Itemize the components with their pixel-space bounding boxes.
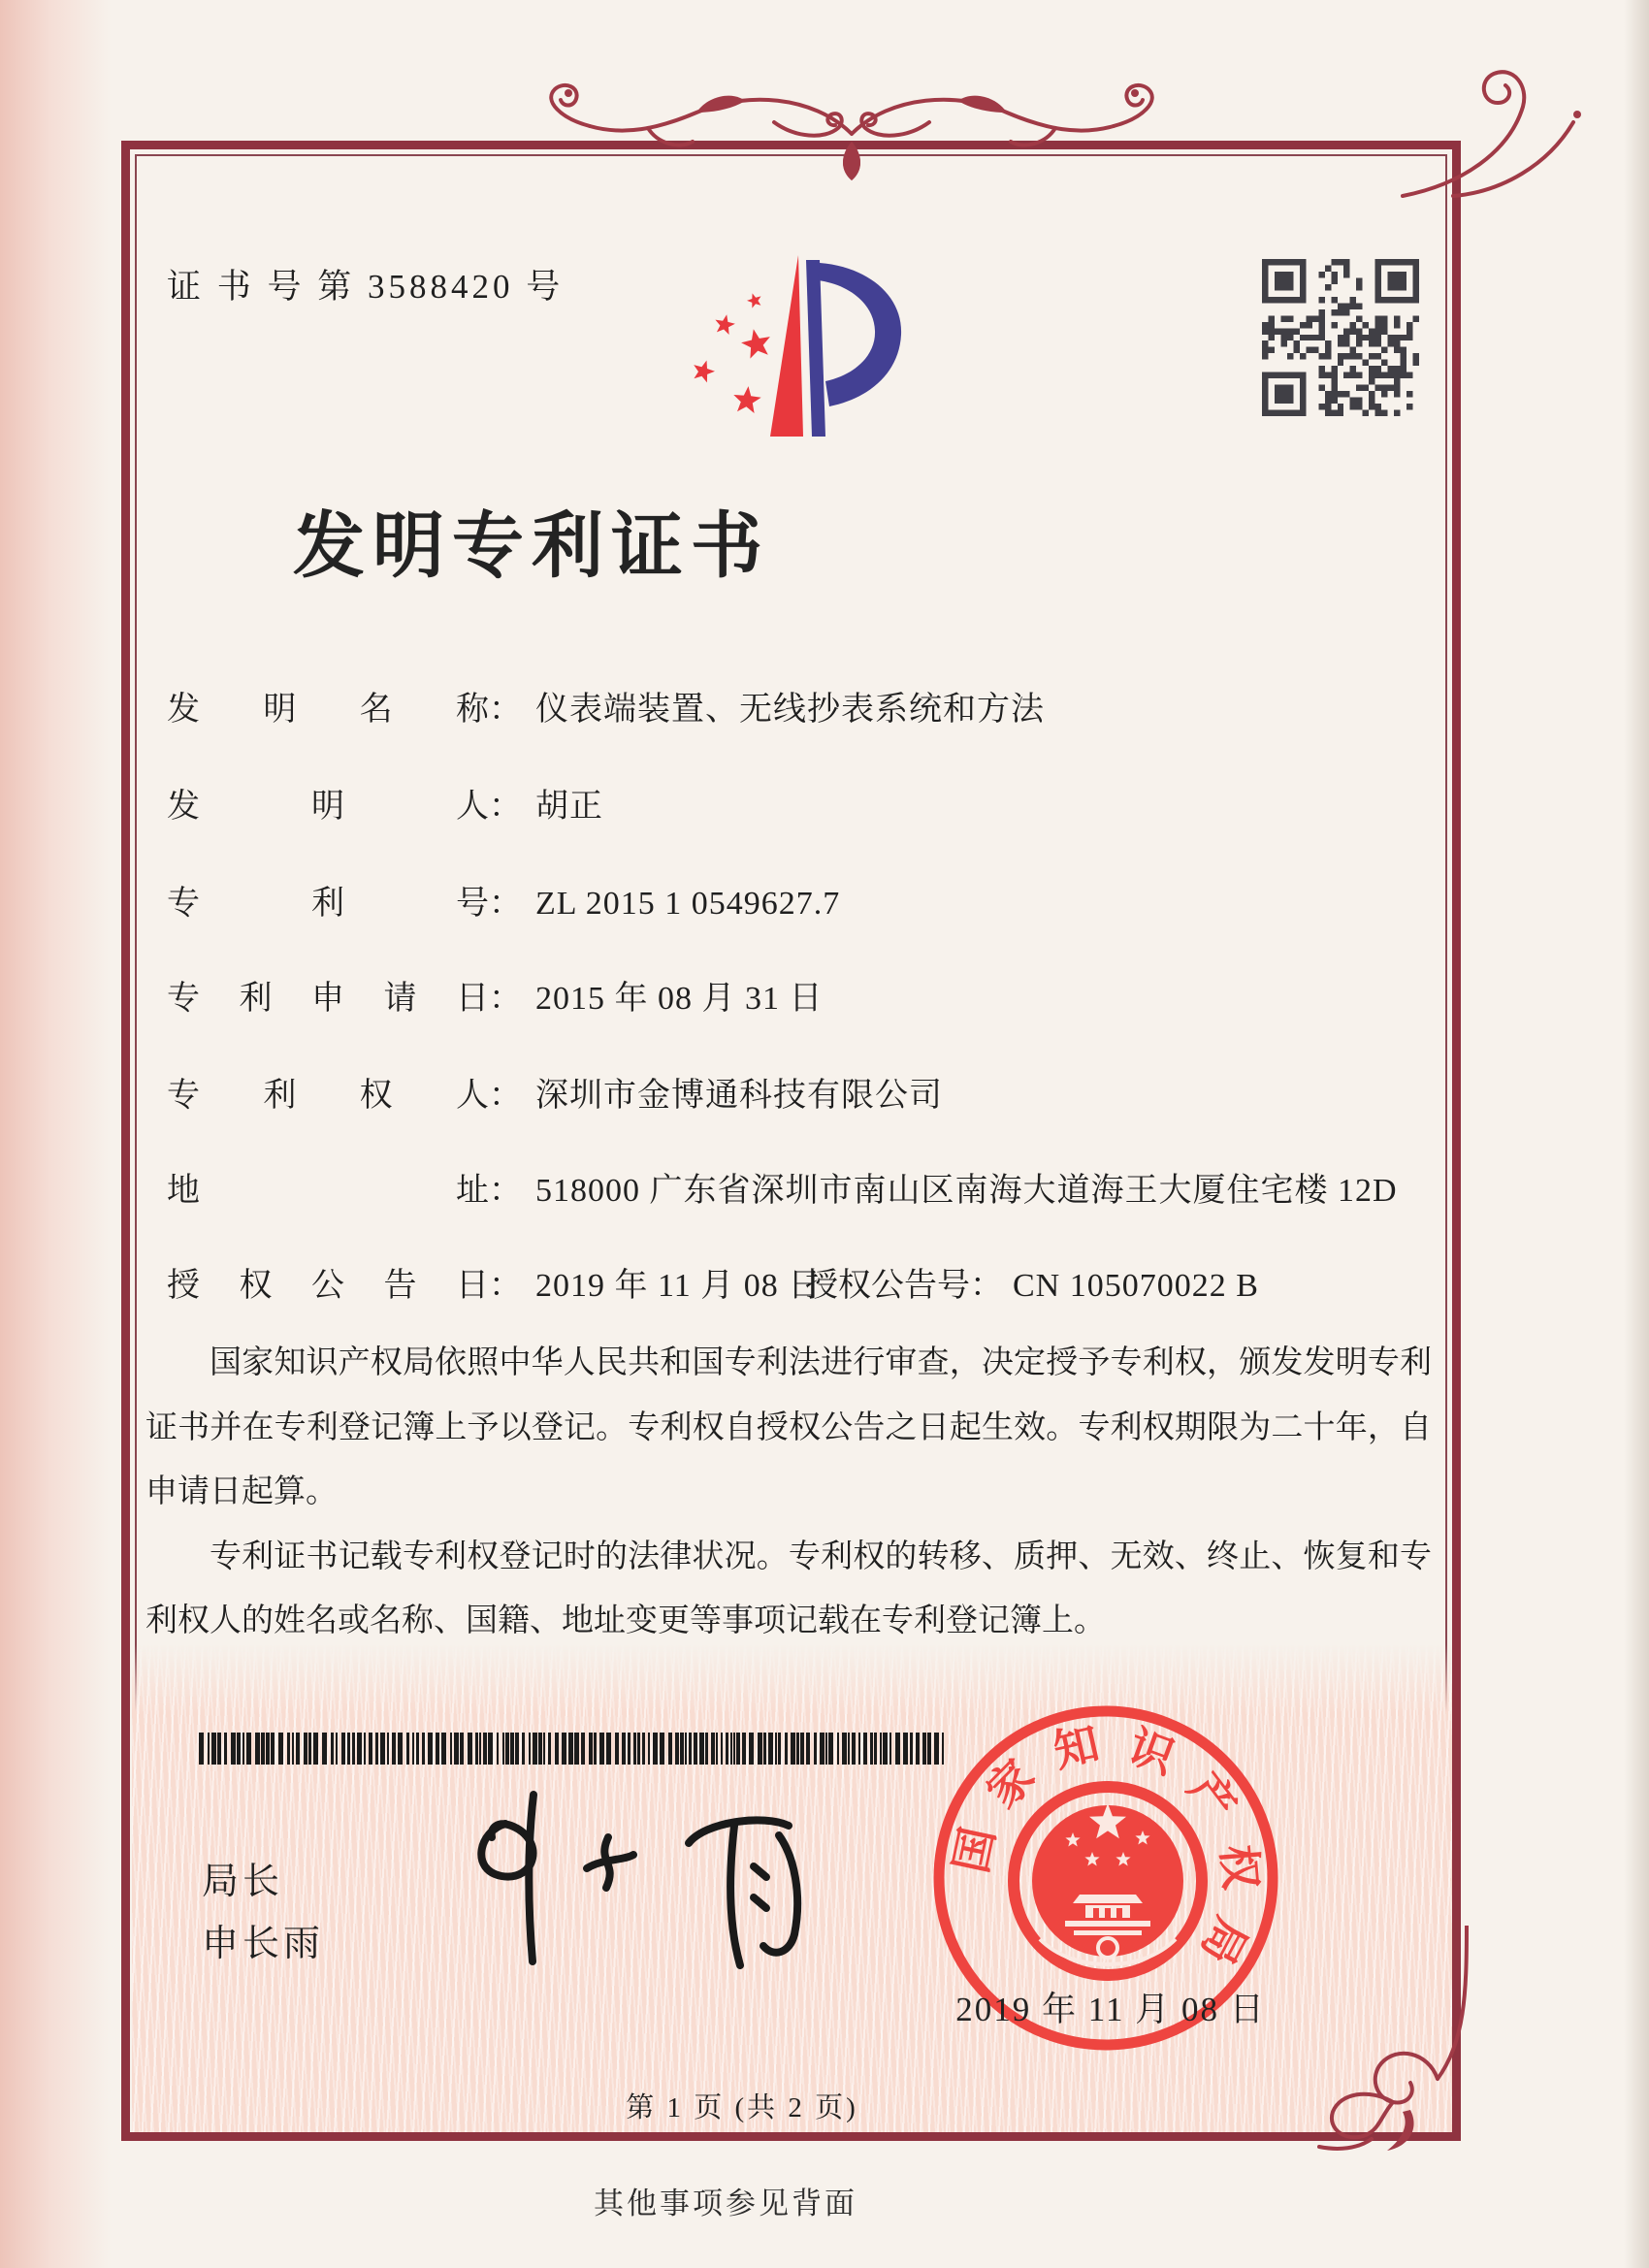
field-colon: ： [489, 981, 522, 1017]
official-seal [926, 1699, 1285, 2057]
qr-code [1262, 259, 1419, 416]
seal-date: 2019 年 11 月 08 日 [955, 1991, 1266, 2028]
field-label: 专利申请日 [167, 981, 489, 1017]
field-label: 授权公告号 [805, 1268, 970, 1304]
scan-edge-shading-right [1624, 0, 1649, 2268]
field-row-grant-number [805, 1258, 1259, 1306]
back-side-note: 其他事项参见背面 [594, 2187, 857, 2220]
field-colon: ： [970, 1268, 1003, 1304]
svg-text:家: 家 [977, 1750, 1045, 1818]
field-value: 2019 年 11 月 08 日 [535, 1268, 823, 1304]
field-label: 专利权人 [167, 1078, 489, 1114]
svg-text:知: 知 [1049, 1718, 1104, 1777]
legal-paragraph-1: 国家知识产权局依照中华人民共和国专利法进行审查，决定授予专利权，颁发发明专利证书并在专利登记簿上予以登记。专利权自授权公告之日起生效。专利权期限为二十年，自申请日起算。 [146, 1345, 1432, 1509]
field-value: 仪表端装置、无线抄表系统和方法 [535, 692, 1045, 728]
field-label: 地址 [167, 1173, 489, 1209]
svg-text:产: 产 [1179, 1764, 1245, 1831]
field-row-inventor [167, 779, 1438, 826]
field-label: 发明名称 [167, 692, 489, 728]
field-value: 胡正 [535, 789, 603, 825]
page-number: 第 1 页 (共 2 页) [626, 2092, 858, 2123]
field-colon: ： [489, 1173, 522, 1209]
logo-red-wedge [770, 255, 803, 437]
director-title: 局长 [202, 1862, 284, 1902]
logo-blue-stem [806, 260, 825, 437]
director-signature [441, 1767, 897, 1979]
field-row-address [167, 1163, 1438, 1211]
logo-blue-bowl [818, 263, 901, 406]
field-value: ZL 2015 1 0549627.7 [535, 886, 841, 922]
svg-text:权: 权 [1212, 1842, 1266, 1892]
director-name: 申长雨 [202, 1924, 325, 1964]
field-label: 专利号 [167, 886, 489, 922]
top-right-flourish-ornament [1395, 50, 1589, 206]
logo-stars [694, 293, 770, 413]
field-value: CN 105070022 B [1013, 1268, 1259, 1304]
top-flourish-ornament [454, 64, 1249, 192]
field-value: 深圳市金博通科技有限公司 [535, 1078, 943, 1114]
svg-text:识: 识 [1121, 1721, 1181, 1784]
field-value: 2015 年 08 月 31 日 [535, 981, 824, 1017]
field-row-invention-name [167, 682, 1438, 729]
field-colon: ： [489, 1078, 522, 1114]
field-colon: ： [489, 1268, 522, 1304]
field-colon: ： [489, 886, 522, 922]
legal-paragraph-2: 专利证书记载专利权登记时的法律状况。专利权的转移、质押、无效、终止、恢复和专利权人的姓名或名称、国籍、地址变更等事项记载在专利登记簿上。 [146, 1539, 1432, 1638]
field-row-patentee [167, 1068, 1438, 1116]
scan-edge-shading-left [0, 0, 112, 2268]
legal-body-text [146, 1331, 1432, 1654]
certificate-number: 证 书 号 第 3588420 号 [167, 268, 565, 306]
cnipa-logo-icon [677, 245, 905, 444]
certificate-title: 发明专利证书 [293, 507, 770, 587]
field-row-grant-date [167, 1258, 1438, 1306]
field-value: 518000 广东省深圳市南山区南海大道海王大厦住宅楼 12D [535, 1173, 1398, 1209]
field-colon: ： [489, 789, 522, 825]
svg-text:国: 国 [946, 1823, 1004, 1878]
field-label: 授权公告日 [167, 1268, 489, 1304]
field-row-filing-date [167, 971, 1438, 1019]
field-label: 发明人 [167, 789, 489, 825]
national-emblem-icon [1014, 1787, 1202, 1975]
field-row-patent-number [167, 876, 1438, 923]
field-colon: ： [489, 692, 522, 728]
svg-text:局: 局 [1191, 1909, 1257, 1973]
barcode [199, 1733, 954, 1765]
